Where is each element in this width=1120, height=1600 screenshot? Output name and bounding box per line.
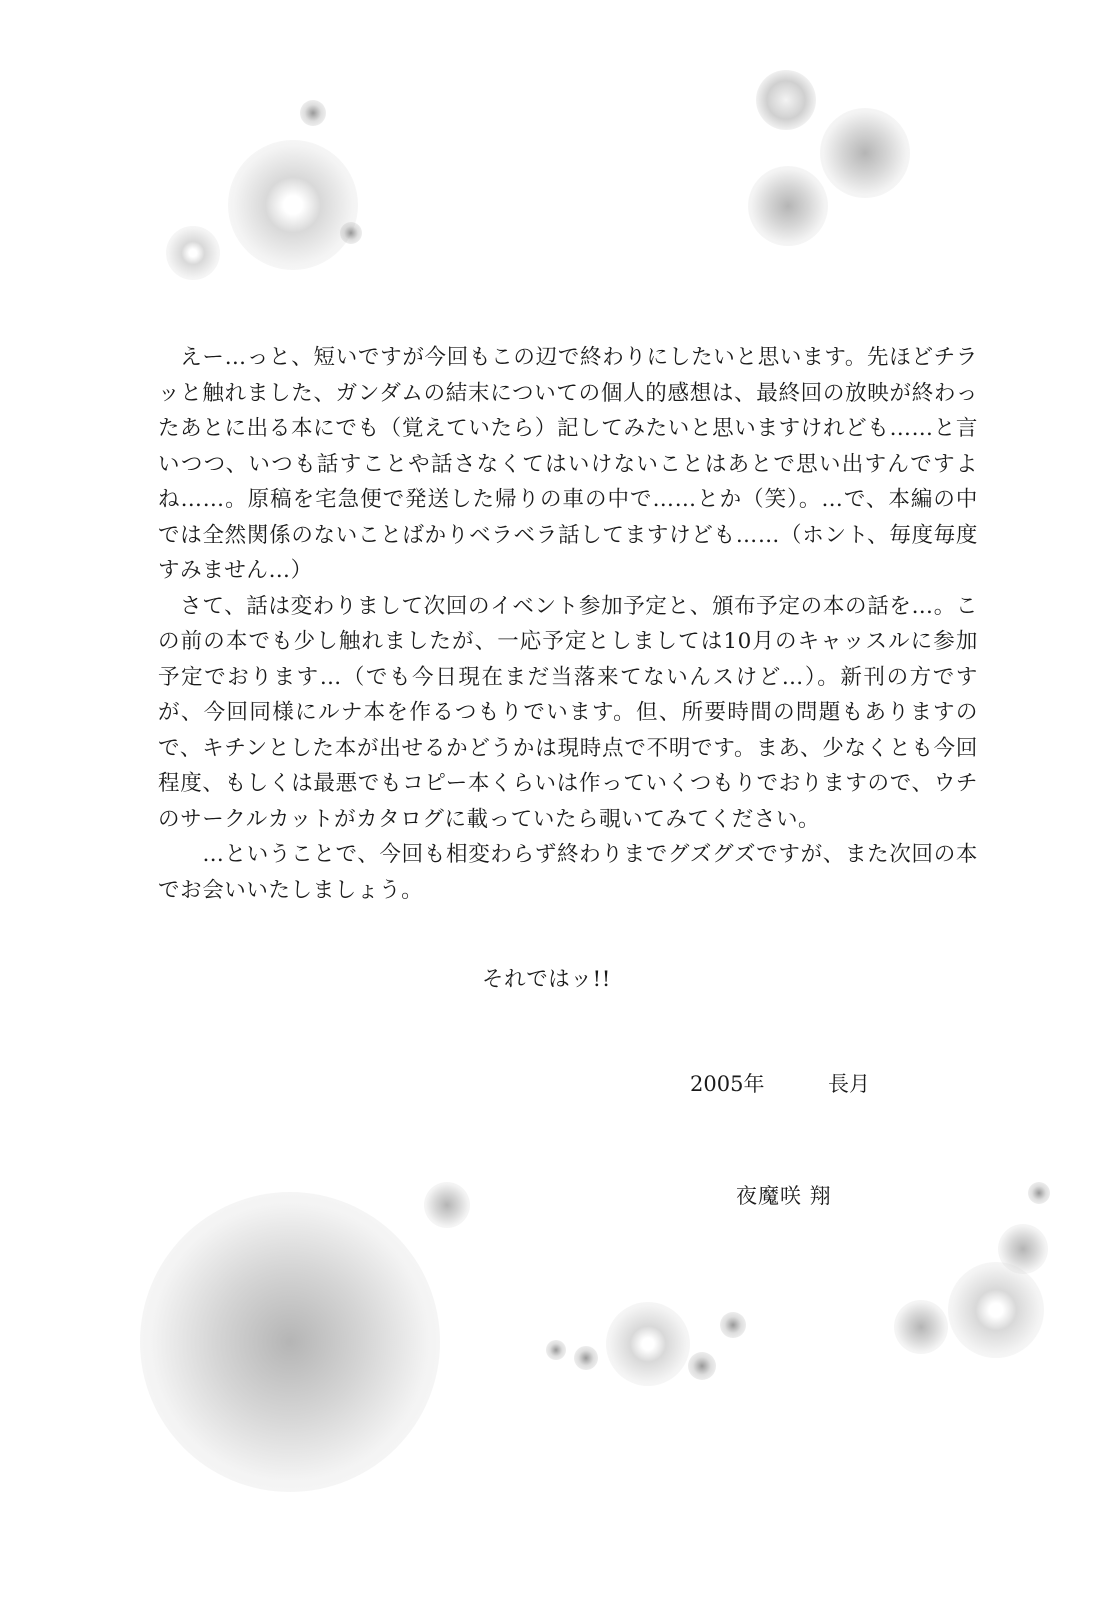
bokeh-orb bbox=[424, 1182, 470, 1228]
bokeh-orb bbox=[228, 140, 358, 270]
letter-paragraph: えー…っと、短いですが今回もこの辺で終わりにしたいと思います。先ほどチラッと触れました、ガンダムの結末についての個人的感想は、最終回の放映が終わったあとに出る本にでも（覚えていたら）記してみたいと思いますけれども……と言いつつ、いつも話すことや話さなくてはいけないことはあとで思い出すんですよね……。原稿を宅急便で発送した帰りの車の中で……とか（笑）。…で、本編の中では全然関係のないことばかりベラベラ話してますけども……（ホント、毎度毎度すみません…） bbox=[158, 345, 978, 583]
bokeh-orb bbox=[340, 222, 362, 244]
bokeh-orb bbox=[720, 1312, 746, 1338]
bokeh-orb bbox=[820, 108, 910, 198]
bokeh-orb bbox=[894, 1300, 948, 1354]
author-signature: 夜魔咲 翔 bbox=[736, 1184, 832, 1208]
bokeh-orb bbox=[1028, 1182, 1050, 1204]
bokeh-orb bbox=[756, 70, 816, 130]
bokeh-orb bbox=[606, 1302, 690, 1386]
closing-line: それではッ!! bbox=[482, 967, 611, 992]
letter-body bbox=[158, 340, 978, 908]
letter-paragraph: …ということで、今回も相変わらず終わりまでグズグズですが、また次回の本でお会いいたしましょう。 bbox=[158, 842, 978, 903]
bokeh-orb bbox=[300, 100, 326, 126]
bokeh-orb bbox=[688, 1352, 716, 1380]
bokeh-orb bbox=[574, 1346, 598, 1370]
bokeh-orb bbox=[546, 1340, 566, 1360]
date-year: 2005年 bbox=[690, 1072, 765, 1096]
bokeh-orb bbox=[140, 1192, 440, 1492]
bokeh-orb bbox=[748, 166, 828, 246]
letter-paragraph: さて、話は変わりまして次回のイベント参加予定と、頒布予定の本の話を…。この前の本でも少し触れましたが、一応予定としましては10月のキャッスルに参加予定でおります…（でも今日現在まだ当落来てないんスけど…）。新刊の方ですが、今回同様にルナ本を作るつもりでいます。但、所要時間の問題もありますので、キチンとした本が出せるかどうかは現時点で不明です。まあ、少なくとも今回程度、もしくは最悪でもコピー本くらいは作っていくつもりでおりますので、ウチのサークルカットがカタログに載っていたら覗いてみてください。 bbox=[158, 593, 978, 832]
bokeh-orb bbox=[998, 1224, 1048, 1274]
bokeh-orb bbox=[948, 1262, 1044, 1358]
date-month: 長月 bbox=[828, 1072, 870, 1096]
bokeh-orb bbox=[166, 226, 220, 280]
